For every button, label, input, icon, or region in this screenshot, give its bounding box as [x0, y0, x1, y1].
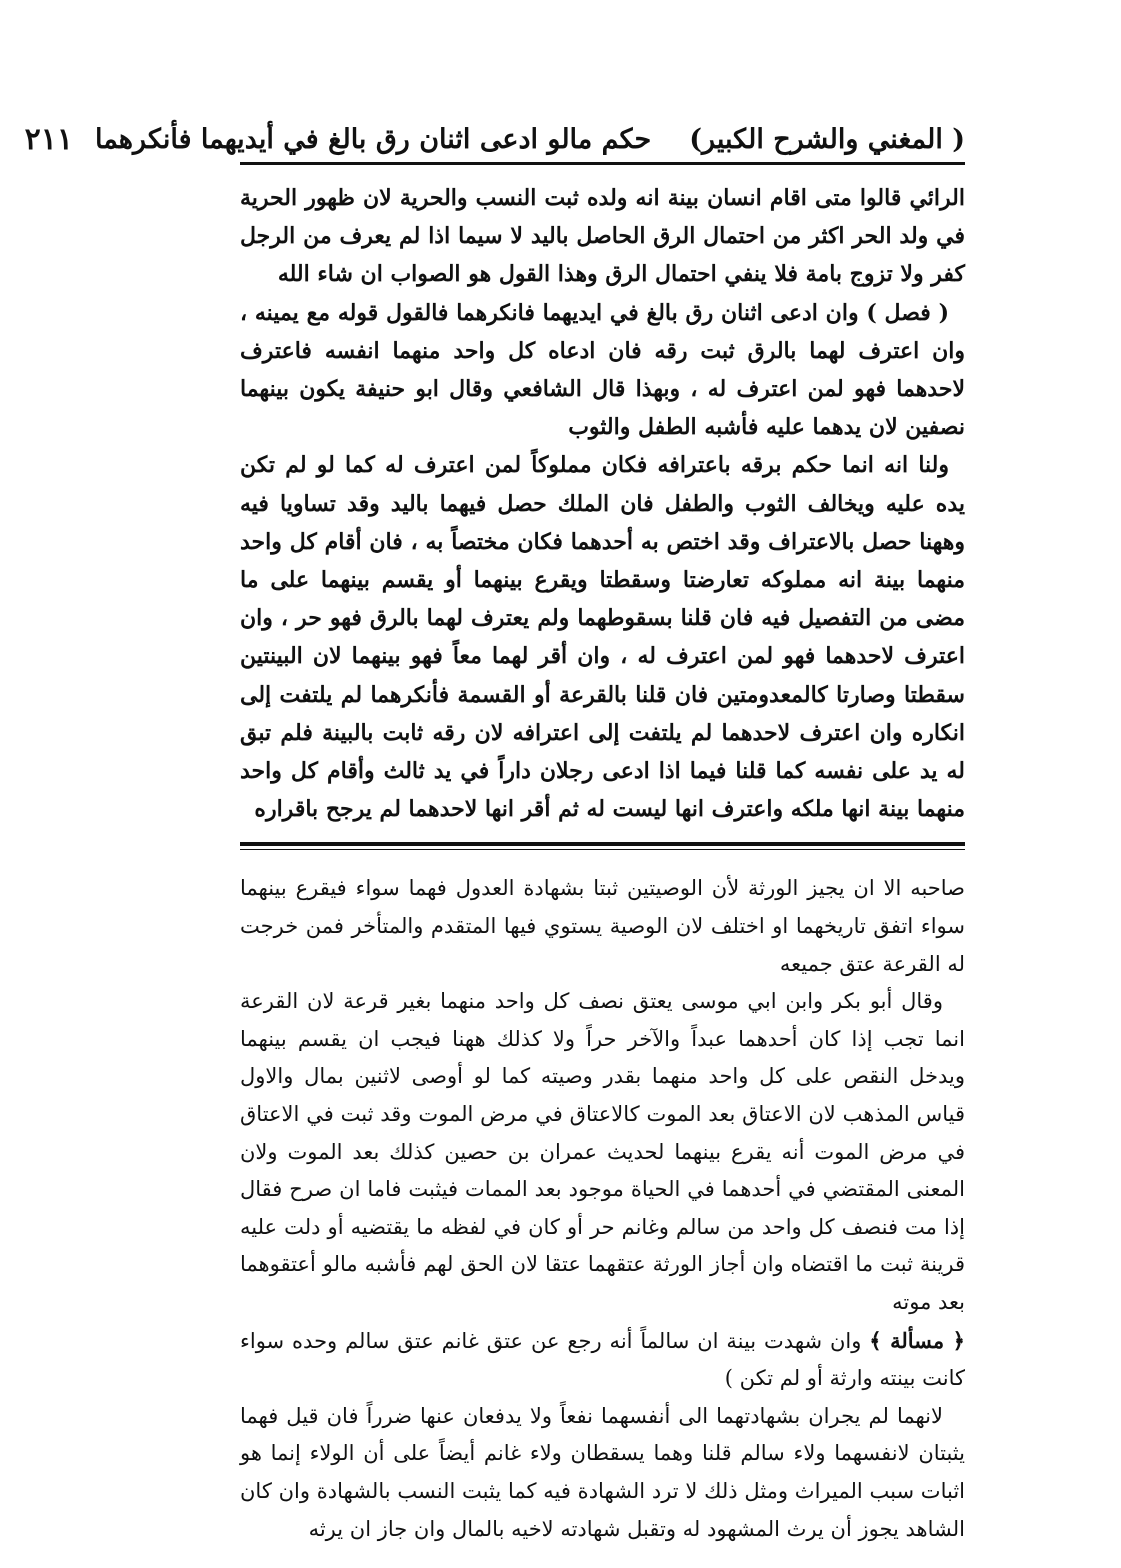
running-header — [24, 118, 965, 160]
commentary-paragraph: وقال أبو بكر وابن ابي موسى يعتق نصف كل واحد منهما بغير قرعة لان القرعة انما تجب إذا كان أحدهما عبداً والآخر حراً ولا كذلك ههنا فيجب ان يقسم بينهما ويدخل النقص على كل واحد منهما بقدر وصيته كما لو أوصى لاثنين بمال والاول قياس المذهب لان الاعتاق بعد الموت كالاعتاق في مرض الموت وقد ثبت في الاعتاق في مرض الموت أنه يقرع بينهما لحديث عمران بن حصين كذلك بعد الموت ولان المعنى المقتضي في أحدهما في الحياة موجود بعد الممات فيثبت فاما ان صرح فقال إذا مت فنصف كل واحد من سالم وغانم حر أو كان في لفظه ما يقتضيه أو دلت عليه قرينة ثبت ما اقتضاه وان أجاز الورثة عتقهما عتقا لان الحق لهم فأشبه مالو أعتقوهما بعد موته — [240, 989, 965, 1314]
separator-thin-rule — [240, 849, 965, 850]
masala-heading — [240, 1322, 965, 1398]
commentary-text — [240, 870, 965, 1548]
main-paragraph: الرائي قالوا متى اقام انسان بينة انه ولده ثبت النسب والحرية لان ظهور الحرية في ولد الحر اكثر من احتمال الرق الحاصل باليد لا سيما اذا لم يعرف من الرجل كفر ولا تزوج بامة فلا ينفي احتمال الرق وهذا القول هو الصواب ان شاء الله — [240, 185, 965, 288]
commentary-paragraph: صاحبه الا ان يجيز الورثة لأن الوصيتين ثبتا بشهادة العدول فهما سواء فيقرع بينهما سواء اتفق تاريخهما او اختلف لان الوصية يستوي فيها المتقدم والمتأخر فمن خرجت له القرعة عتق جميعه — [240, 876, 965, 976]
section-separator — [240, 840, 965, 854]
separator-thick-rule — [240, 842, 965, 846]
commentary-paragraph: لانهما لم يجران بشهادتهما الى أنفسهما نفعاً ولا يدفعان عنها ضرراً فان قيل فهما يثبتان لانفسهما ولاء سالم قلنا وهما يسقطان ولاء غانم أيضاً على أن الولاء إنما هو اثبات سبب الميراث ومثل ذلك لا ترد الشهادة فيه كما يثبت النسب بالشهادة وان كان الشاهد يجوز أن يرث المشهود له وتقبل شهادته لاخيه بالمال وان جاز ان يرثه — [240, 1403, 965, 1541]
header-rule — [240, 162, 965, 165]
main-paragraph: ولنا انه انما حكم برقه باعترافه فكان مملوكاً لمن اعترف له كما لو لم تكن يده عليه ويخالف الثوب والطفل فان الملك حصل فيهما باليد وقد تساويا فيه وههنا حصل بالاعتراف وقد اختص به أحدهما فكان مختصاً به ، فان أقام كل واحد منهما بينة انه مملوكه تعارضتا وسقطتا ويقرع بينهما أو يقسم بينهما على ما مضى من التفصيل فيه فان قلنا بسقوطهما ولم يعترف لهما بالرق فهو حر ، وان اعترف لاحدهما فهو لمن اعترف له ، وان أقر لهما معاً فهو بينهما لان البينتين سقطتا وصارتا كالمعدومتين فان قلنا بالقرعة أو القسمة فأنكرهما لم يلتفت إلى انكاره وان اعترف لاحدهما لم يلتفت إلى اعترافه لان رقه ثابت بالبينة فلم تبق له يد على نفسه كما قلنا فيما اذا ادعى رجلان داراً في يد ثالث وأقام كل واحد منهما بينة انها ملكه واعترف انها ليست له ثم أقر انها لاحدهما لم يرجح باقراره — [240, 452, 965, 823]
main-text — [240, 179, 965, 828]
page-number: ٢١١ — [24, 121, 73, 157]
chapter-topic: حكم مالو ادعى اثنان رق بالغ في أيديهما فأنكرهما — [94, 123, 652, 155]
masala-label: ﴿ مسألة ﴾ — [869, 1327, 965, 1353]
book-title: ( المغني والشرح الكبير) — [689, 123, 965, 155]
main-paragraph: ( فصل ) وان ادعى اثنان رق بالغ في ايديهما فانكرهما فالقول قوله مع يمينه ، وان اعترف لهما بالرق ثبت رقه فان ادعاه كل واحد منهما انفسه فاعترف لاحدهما فهو لمن اعترف له ، وبهذا قال الشافعي وقال ابو حنيفة يكون بينهما نصفين لان يدهما عليه فأشبه الطفل والثوب — [240, 299, 965, 441]
book-page — [24, 118, 965, 1548]
masala-text: وان شهدت بينة ان سالماً أنه رجع عن عتق غانم عتق سالم وحده سواء كانت بينته وارثة أو لم تكن ) — [240, 1328, 965, 1391]
